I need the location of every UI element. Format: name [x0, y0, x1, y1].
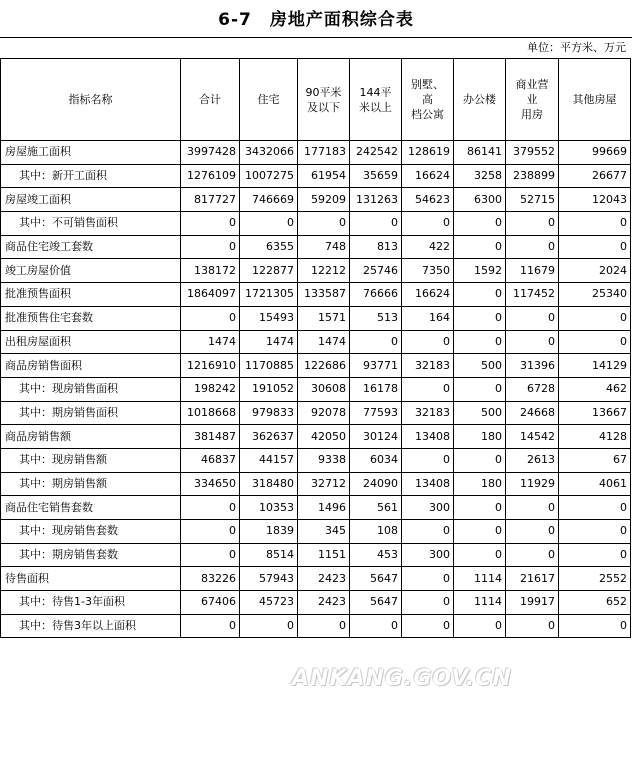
table-cell: 300 — [402, 543, 454, 567]
table-cell: 13408 — [402, 472, 454, 496]
table-cell: 1839 — [240, 520, 298, 544]
table-cell: 24668 — [506, 401, 559, 425]
table-cell: 6355 — [240, 235, 298, 259]
table-cell: 1007275 — [240, 164, 298, 188]
table-row — [1, 543, 631, 567]
table-cell: 52715 — [506, 188, 559, 212]
table-cell: 1018668 — [181, 401, 240, 425]
table-cell: 16178 — [350, 377, 402, 401]
table-cell: 54623 — [402, 188, 454, 212]
table-cell: 0 — [181, 235, 240, 259]
table-cell: 0 — [559, 306, 631, 330]
table-cell: 198242 — [181, 377, 240, 401]
table-cell: 1864097 — [181, 283, 240, 307]
table-cell: 180 — [454, 472, 506, 496]
table-cell: 122877 — [240, 259, 298, 283]
table-cell: 0 — [454, 520, 506, 544]
table-cell: 83226 — [181, 567, 240, 591]
table-cell: 21617 — [506, 567, 559, 591]
row-label: 其中：现房销售额 — [1, 448, 181, 472]
table-cell: 0 — [402, 567, 454, 591]
col-header-144sqm-and-above: 144平 米以上 — [350, 59, 402, 141]
table-cell: 10353 — [240, 496, 298, 520]
table-cell: 0 — [350, 614, 402, 638]
table-cell: 3258 — [454, 164, 506, 188]
table-row — [1, 212, 631, 236]
col-header-villa-luxury-apartment: 别墅、 高 档公寓 — [402, 59, 454, 141]
table-cell: 0 — [454, 448, 506, 472]
table-cell: 0 — [454, 212, 506, 236]
table-cell: 46837 — [181, 448, 240, 472]
table-cell: 1474 — [181, 330, 240, 354]
table-cell: 42050 — [298, 425, 350, 449]
row-label: 房屋施工面积 — [1, 141, 181, 165]
table-cell: 108 — [350, 520, 402, 544]
row-label: 其中：现房销售面积 — [1, 377, 181, 401]
table-row — [1, 235, 631, 259]
table-cell: 2423 — [298, 567, 350, 591]
table-cell: 334650 — [181, 472, 240, 496]
table-cell: 24090 — [350, 472, 402, 496]
table-cell: 138172 — [181, 259, 240, 283]
table-row — [1, 472, 631, 496]
table-cell: 16624 — [402, 283, 454, 307]
table-cell: 8514 — [240, 543, 298, 567]
table-cell: 0 — [559, 212, 631, 236]
table-cell: 16624 — [402, 164, 454, 188]
table-cell: 25340 — [559, 283, 631, 307]
table-cell: 0 — [506, 496, 559, 520]
table-cell: 381487 — [181, 425, 240, 449]
table-cell: 0 — [181, 543, 240, 567]
table-cell: 0 — [506, 235, 559, 259]
table-cell: 748 — [298, 235, 350, 259]
table-cell: 32183 — [402, 401, 454, 425]
table-row — [1, 259, 631, 283]
table-cell: 15493 — [240, 306, 298, 330]
table-cell: 0 — [181, 614, 240, 638]
table-cell: 57943 — [240, 567, 298, 591]
table-cell: 817727 — [181, 188, 240, 212]
table-cell: 0 — [402, 520, 454, 544]
table-cell: 422 — [402, 235, 454, 259]
table-cell: 238899 — [506, 164, 559, 188]
row-label: 其中：新开工面积 — [1, 164, 181, 188]
table-cell: 19917 — [506, 591, 559, 615]
table-cell: 25746 — [350, 259, 402, 283]
table-row — [1, 401, 631, 425]
table-cell: 35659 — [350, 164, 402, 188]
table-cell: 2613 — [506, 448, 559, 472]
table-cell: 0 — [454, 306, 506, 330]
table-cell: 0 — [402, 212, 454, 236]
table-cell: 300 — [402, 496, 454, 520]
table-cell: 0 — [559, 235, 631, 259]
row-label: 批准预售面积 — [1, 283, 181, 307]
col-header-commercial: 商业营 业 用房 — [506, 59, 559, 141]
table-row — [1, 283, 631, 307]
table-cell: 1170885 — [240, 354, 298, 378]
table-cell: 500 — [454, 401, 506, 425]
area-summary-table — [0, 58, 631, 638]
table-cell: 1571 — [298, 306, 350, 330]
table-cell: 0 — [559, 330, 631, 354]
row-label: 商品房销售面积 — [1, 354, 181, 378]
table-cell: 2024 — [559, 259, 631, 283]
table-cell: 99669 — [559, 141, 631, 165]
table-cell: 0 — [181, 520, 240, 544]
table-cell: 0 — [181, 212, 240, 236]
table-row — [1, 567, 631, 591]
table-cell: 26677 — [559, 164, 631, 188]
table-cell: 746669 — [240, 188, 298, 212]
row-label: 其中：期房销售套数 — [1, 543, 181, 567]
table-cell: 31396 — [506, 354, 559, 378]
table-row — [1, 591, 631, 615]
table-cell: 0 — [506, 330, 559, 354]
table-cell: 92078 — [298, 401, 350, 425]
row-label: 其中：现房销售套数 — [1, 520, 181, 544]
table-cell: 1496 — [298, 496, 350, 520]
table-cell: 0 — [181, 306, 240, 330]
table-cell: 0 — [402, 614, 454, 638]
table-cell: 13667 — [559, 401, 631, 425]
table-cell: 3997428 — [181, 141, 240, 165]
table-cell: 0 — [402, 448, 454, 472]
table-cell: 5647 — [350, 591, 402, 615]
table-cell: 0 — [402, 591, 454, 615]
table-row — [1, 188, 631, 212]
table-cell: 0 — [454, 377, 506, 401]
site-watermark: ANKANG.GOV.CN — [292, 666, 512, 691]
table-cell: 6034 — [350, 448, 402, 472]
table-cell: 652 — [559, 591, 631, 615]
table-cell: 13408 — [402, 425, 454, 449]
table-cell: 813 — [350, 235, 402, 259]
table-cell: 0 — [506, 212, 559, 236]
table-row — [1, 448, 631, 472]
table-cell: 979833 — [240, 401, 298, 425]
table-cell: 242542 — [350, 141, 402, 165]
table-row — [1, 354, 631, 378]
table-cell: 0 — [402, 377, 454, 401]
table-row — [1, 425, 631, 449]
table-cell: 1114 — [454, 567, 506, 591]
table-cell: 561 — [350, 496, 402, 520]
table-cell: 14129 — [559, 354, 631, 378]
table-cell: 2423 — [298, 591, 350, 615]
table-cell: 500 — [454, 354, 506, 378]
table-cell: 1151 — [298, 543, 350, 567]
unit-label: 单位：平方米、万元 — [527, 41, 626, 54]
table-cell: 61954 — [298, 164, 350, 188]
col-header-indicator-name: 指标名称 — [1, 59, 181, 141]
table-cell: 44157 — [240, 448, 298, 472]
row-label: 商品住宅竣工套数 — [1, 235, 181, 259]
table-cell: 177183 — [298, 141, 350, 165]
table-cell: 6300 — [454, 188, 506, 212]
table-cell: 14542 — [506, 425, 559, 449]
row-label: 商品房销售额 — [1, 425, 181, 449]
table-cell: 0 — [506, 614, 559, 638]
table-cell: 3432066 — [240, 141, 298, 165]
table-cell: 32712 — [298, 472, 350, 496]
table-row — [1, 377, 631, 401]
table-cell: 67 — [559, 448, 631, 472]
table-cell: 1474 — [298, 330, 350, 354]
table-cell: 0 — [350, 330, 402, 354]
row-label: 其中：待售3年以上面积 — [1, 614, 181, 638]
row-label: 房屋竣工面积 — [1, 188, 181, 212]
table-cell: 1216910 — [181, 354, 240, 378]
row-label: 批准预售住宅套数 — [1, 306, 181, 330]
table-cell: 0 — [454, 496, 506, 520]
table-cell: 191052 — [240, 377, 298, 401]
row-label: 其中：不可销售面积 — [1, 212, 181, 236]
table-cell: 1721305 — [240, 283, 298, 307]
table-cell: 0 — [402, 330, 454, 354]
table-cell: 0 — [506, 543, 559, 567]
table-cell: 0 — [506, 306, 559, 330]
row-label: 出租房屋面积 — [1, 330, 181, 354]
table-cell: 12043 — [559, 188, 631, 212]
table-cell: 1592 — [454, 259, 506, 283]
table-cell: 0 — [454, 614, 506, 638]
table-body — [1, 141, 631, 638]
table-cell: 1114 — [454, 591, 506, 615]
table-cell: 180 — [454, 425, 506, 449]
table-cell: 2552 — [559, 567, 631, 591]
table-cell: 9338 — [298, 448, 350, 472]
table-cell: 0 — [454, 330, 506, 354]
table-cell: 59209 — [298, 188, 350, 212]
row-label: 待售面积 — [1, 567, 181, 591]
table-cell: 128619 — [402, 141, 454, 165]
col-header-90sqm-and-below: 90平米 及以下 — [298, 59, 350, 141]
row-label: 其中：期房销售额 — [1, 472, 181, 496]
table-row — [1, 141, 631, 165]
table-row — [1, 520, 631, 544]
table-cell: 76666 — [350, 283, 402, 307]
table-row — [1, 330, 631, 354]
table-cell: 1276109 — [181, 164, 240, 188]
col-header-other-buildings: 其他房屋 — [559, 59, 631, 141]
table-cell: 0 — [506, 520, 559, 544]
row-label: 其中：期房销售面积 — [1, 401, 181, 425]
table-cell: 362637 — [240, 425, 298, 449]
table-cell: 0 — [298, 212, 350, 236]
title-divider — [0, 37, 632, 38]
table-cell: 379552 — [506, 141, 559, 165]
table-row — [1, 614, 631, 638]
table-header-row — [1, 59, 631, 141]
table-cell: 32183 — [402, 354, 454, 378]
table-cell: 86141 — [454, 141, 506, 165]
table-cell: 462 — [559, 377, 631, 401]
table-cell: 453 — [350, 543, 402, 567]
table-cell: 0 — [559, 543, 631, 567]
table-cell: 6728 — [506, 377, 559, 401]
table-cell: 0 — [559, 520, 631, 544]
table-cell: 0 — [559, 614, 631, 638]
table-cell: 30124 — [350, 425, 402, 449]
table-cell: 1474 — [240, 330, 298, 354]
table-cell: 7350 — [402, 259, 454, 283]
table-cell: 11929 — [506, 472, 559, 496]
table-cell: 122686 — [298, 354, 350, 378]
row-label: 竣工房屋价值 — [1, 259, 181, 283]
table-cell: 0 — [298, 614, 350, 638]
table-row — [1, 496, 631, 520]
table-cell: 164 — [402, 306, 454, 330]
table-cell: 117452 — [506, 283, 559, 307]
col-header-residential: 住宅 — [240, 59, 298, 141]
table-cell: 4061 — [559, 472, 631, 496]
table-cell: 0 — [350, 212, 402, 236]
table-cell: 131263 — [350, 188, 402, 212]
table-cell: 0 — [559, 496, 631, 520]
table-cell: 133587 — [298, 283, 350, 307]
table-cell: 318480 — [240, 472, 298, 496]
table-cell: 345 — [298, 520, 350, 544]
table-cell: 0 — [181, 496, 240, 520]
page-title: 6-7 房地产面积综合表 — [218, 10, 414, 30]
table-row — [1, 306, 631, 330]
table-cell: 30608 — [298, 377, 350, 401]
row-label: 其中：待售1-3年面积 — [1, 591, 181, 615]
col-header-total: 合计 — [181, 59, 240, 141]
table-row — [1, 164, 631, 188]
table-cell: 0 — [454, 283, 506, 307]
row-label: 商品住宅销售套数 — [1, 496, 181, 520]
table-cell: 93771 — [350, 354, 402, 378]
table-cell: 0 — [454, 235, 506, 259]
table-cell: 513 — [350, 306, 402, 330]
table-cell: 45723 — [240, 591, 298, 615]
table-cell: 4128 — [559, 425, 631, 449]
table-cell: 11679 — [506, 259, 559, 283]
table-cell: 77593 — [350, 401, 402, 425]
table-cell: 0 — [454, 543, 506, 567]
col-header-office: 办公楼 — [454, 59, 506, 141]
table-cell: 67406 — [181, 591, 240, 615]
table-cell: 5647 — [350, 567, 402, 591]
table-cell: 12212 — [298, 259, 350, 283]
table-cell: 0 — [240, 212, 298, 236]
table-cell: 0 — [240, 614, 298, 638]
